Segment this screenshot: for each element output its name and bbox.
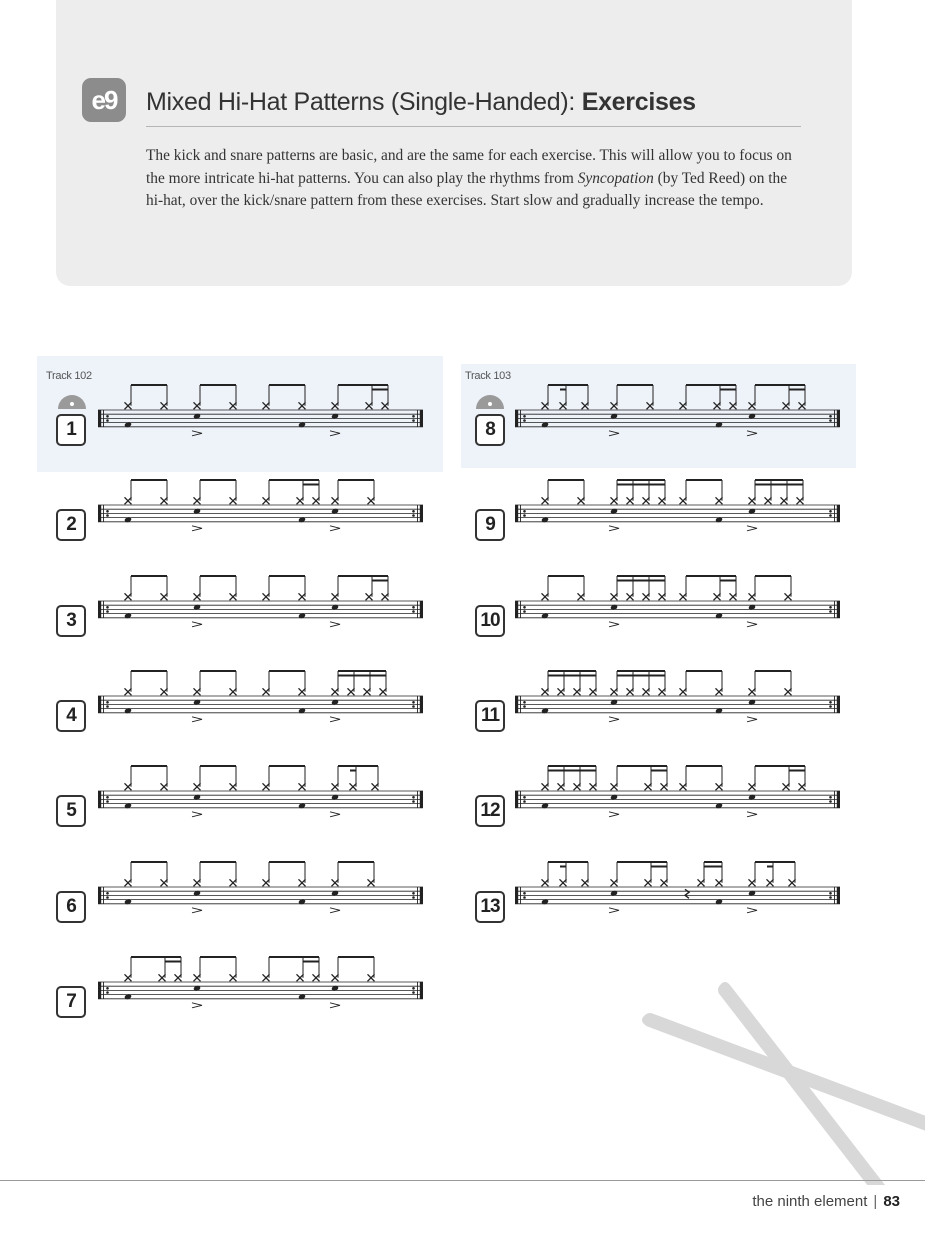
drum-staff-10 bbox=[515, 573, 840, 633]
exercise-number-8: 8 bbox=[475, 414, 505, 446]
drum-staff-8 bbox=[515, 382, 840, 442]
intro-paragraph bbox=[146, 145, 796, 213]
exercise-number-6: 6 bbox=[56, 891, 86, 923]
drumsticks-icon bbox=[630, 975, 925, 1185]
exercise-number-5: 5 bbox=[56, 795, 86, 827]
drum-staff-4 bbox=[98, 668, 423, 728]
exercise-number-4: 4 bbox=[56, 700, 86, 732]
exercise-number-7: 7 bbox=[56, 986, 86, 1018]
exercise-number-3: 3 bbox=[56, 605, 86, 637]
page-number: 83 bbox=[883, 1193, 900, 1210]
drum-staff-7 bbox=[98, 954, 423, 1014]
track-103-label: Track 103 bbox=[465, 370, 511, 382]
title-divider bbox=[146, 126, 801, 127]
drum-staff-2 bbox=[98, 477, 423, 537]
drum-staff-13 bbox=[515, 859, 840, 919]
drum-staff-9 bbox=[515, 477, 840, 537]
cd-audio-icon[interactable] bbox=[475, 389, 505, 409]
page-title bbox=[146, 88, 696, 117]
track-102-label: Track 102 bbox=[46, 370, 92, 382]
exercise-number-11: 11 bbox=[475, 700, 505, 732]
exercise-number-2: 2 bbox=[56, 509, 86, 541]
drum-staff-1 bbox=[98, 382, 423, 442]
exercise-number-1: 1 bbox=[56, 414, 86, 446]
cd-audio-icon[interactable] bbox=[57, 389, 87, 409]
footer-separator: | bbox=[873, 1193, 878, 1210]
footer-divider bbox=[0, 1180, 925, 1181]
title-bold: Exercises bbox=[581, 88, 696, 116]
exercise-number-13: 13 bbox=[475, 891, 505, 923]
drum-staff-5 bbox=[98, 763, 423, 823]
title-plain: Mixed Hi-Hat Patterns (Single-Handed): bbox=[146, 88, 582, 116]
page-footer bbox=[752, 1193, 900, 1210]
intro-text-2: (by Ted Reed) on the hi-hat, over the kick/snare pattern from these exercises. Start slow and gradually increase the tempo. bbox=[146, 169, 788, 210]
intro-text-1: The kick and snare patterns are basic, and are the same for each exercise. This will allow you to focus on the more intricate hi-hat patterns. You can also play the rhythms from bbox=[146, 147, 792, 187]
intro-book-title: Syncopation bbox=[577, 169, 654, 187]
drum-staff-11 bbox=[515, 668, 840, 728]
drum-staff-12 bbox=[515, 763, 840, 823]
intro-panel bbox=[56, 0, 852, 286]
book-name: the ninth element bbox=[752, 1193, 868, 1210]
drum-staff-3 bbox=[98, 573, 423, 633]
exercise-number-9: 9 bbox=[475, 509, 505, 541]
exercise-number-12: 12 bbox=[475, 795, 505, 827]
drum-staff-6 bbox=[98, 859, 423, 919]
exercise-number-10: 10 bbox=[475, 605, 505, 637]
e9-logo-icon: e9 bbox=[82, 78, 126, 122]
